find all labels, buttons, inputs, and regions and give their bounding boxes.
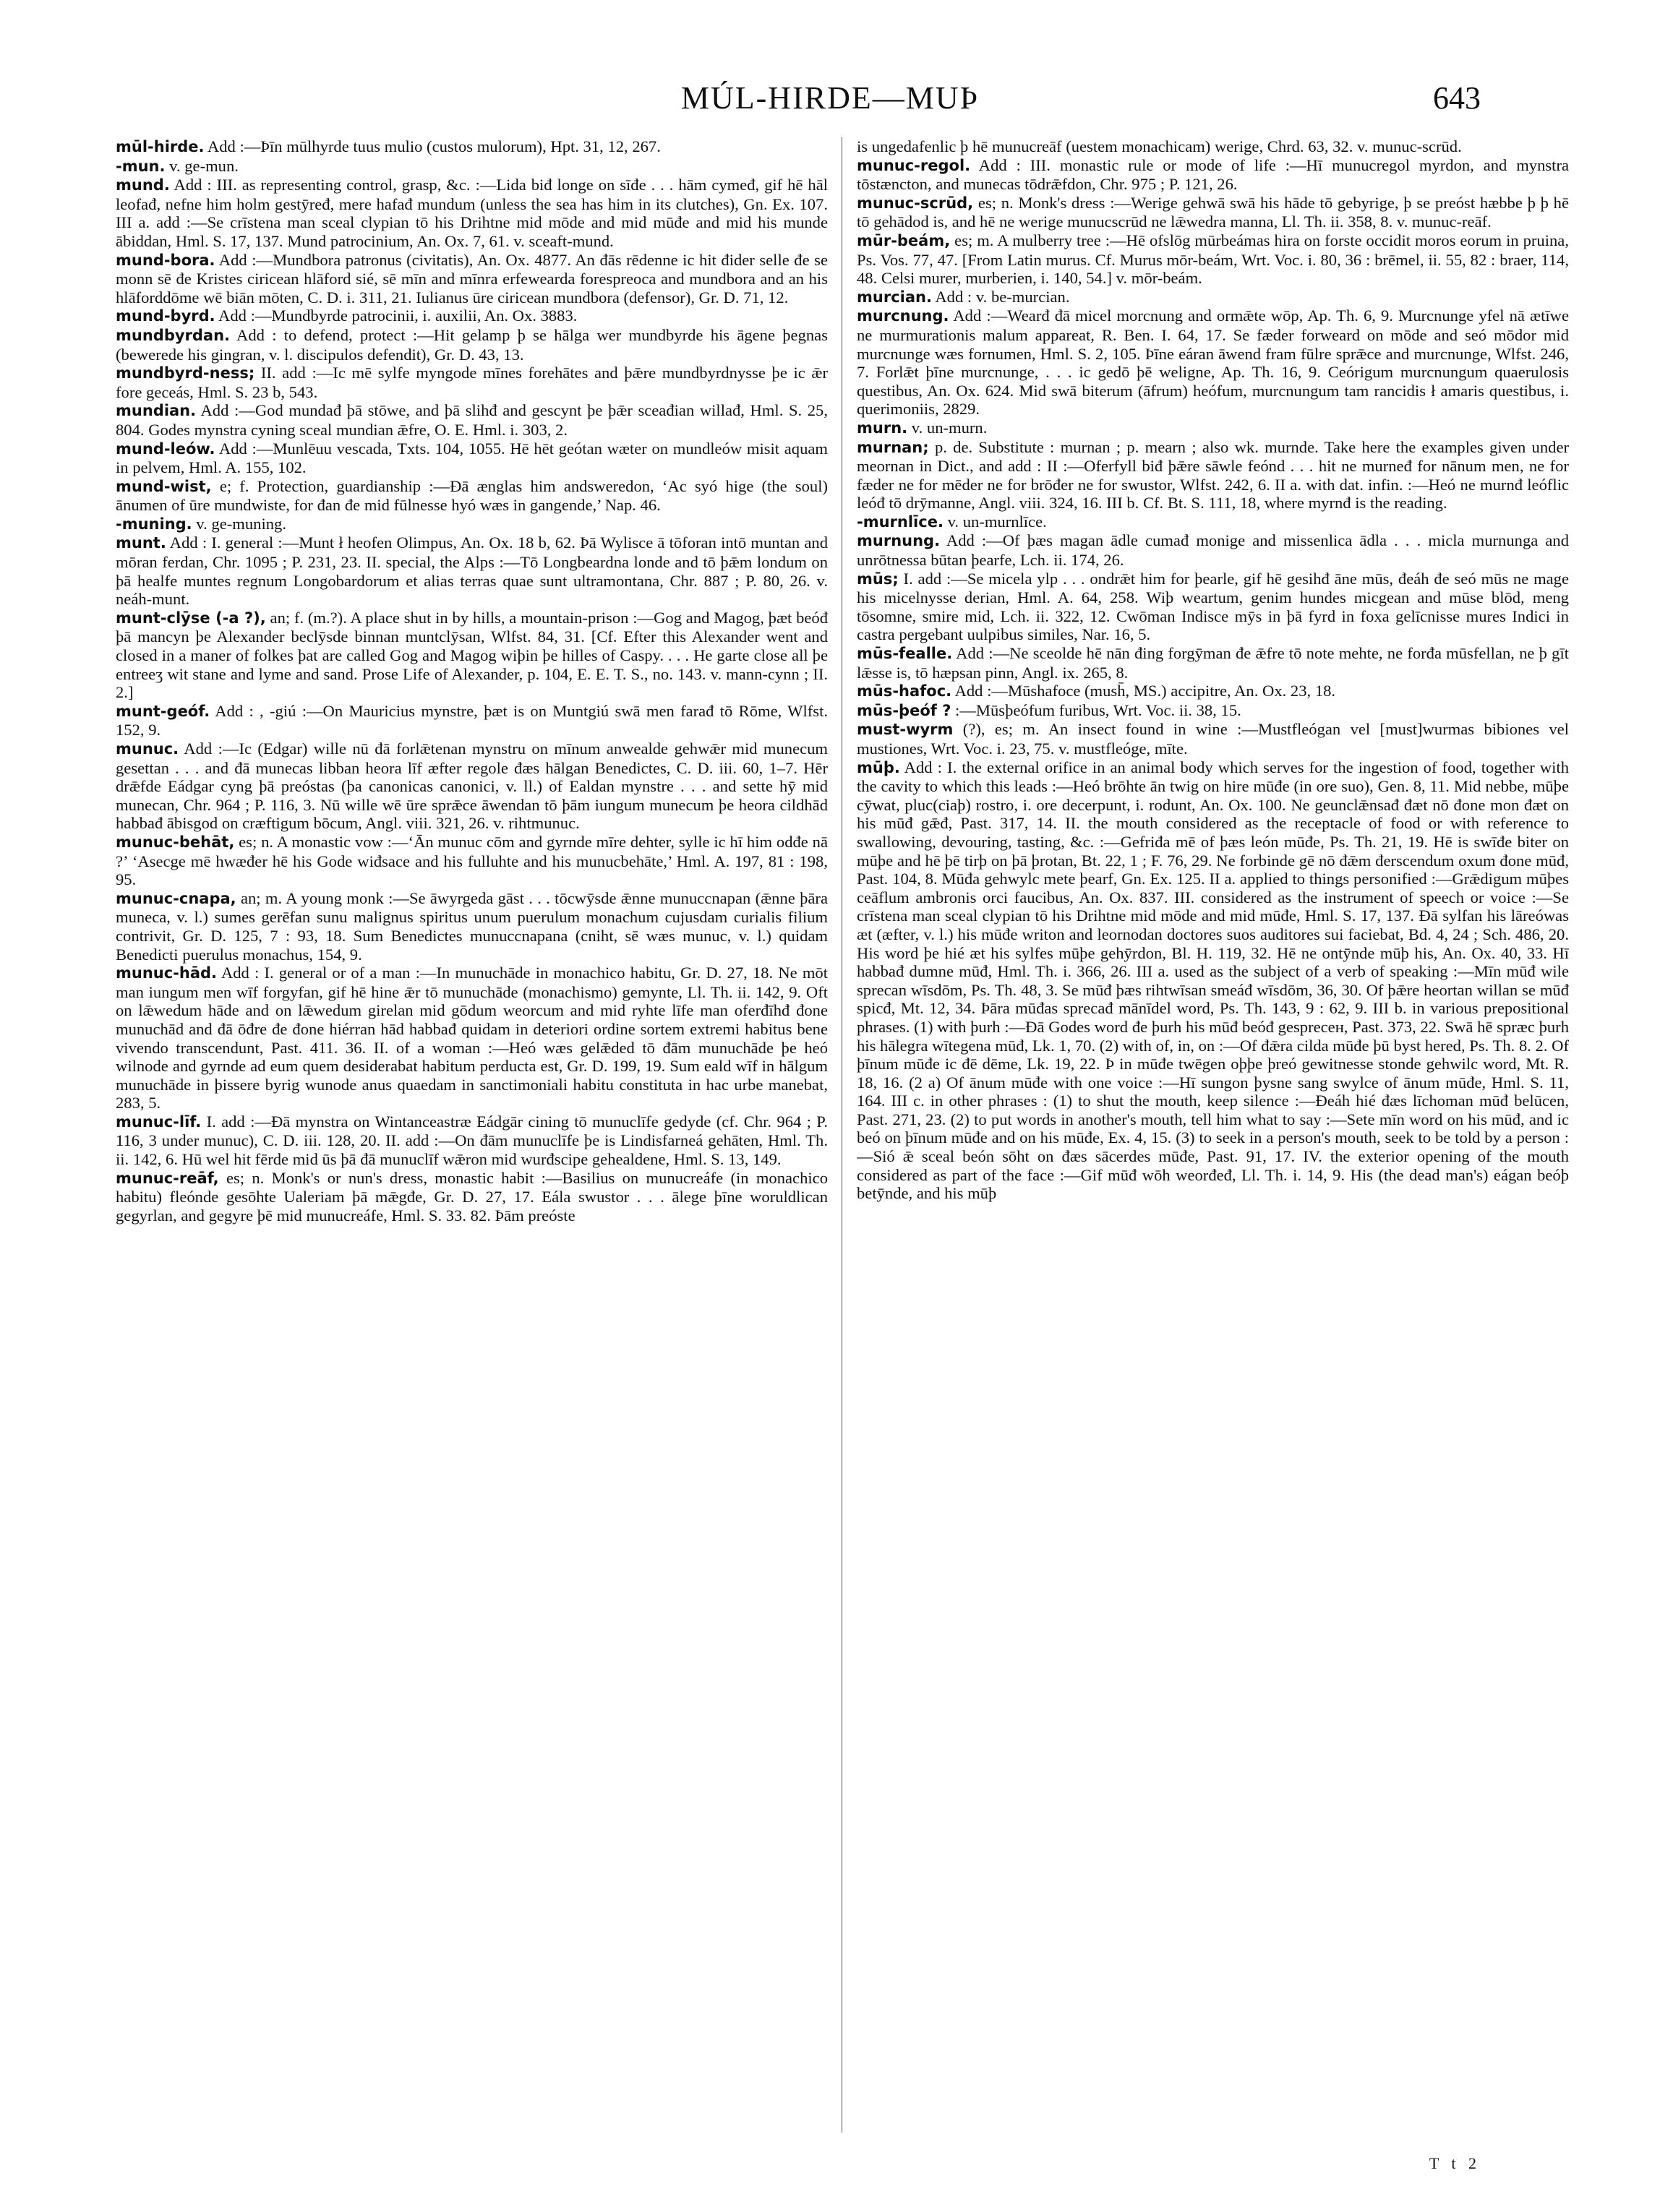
dictionary-entry — [116, 326, 828, 364]
headword: mundbyrd-ness; — [116, 364, 255, 382]
entry-text: Add :—Mūshafoce (mush̄, MS.) accipitre, An. Ox. 23, 18. — [951, 682, 1336, 700]
headword: mundbyrdan. — [116, 326, 231, 344]
headword: munuc-hād. — [116, 964, 218, 982]
dictionary-entry — [116, 515, 828, 534]
entry-text: es; n. Monk's or nun's dress, monastic habit :—Basilius on munucreáfe (in monachico habitu) fleónde gesōhte Ualeriam þā mǣgđe, Gr. D. 27, 17. Eála swustor . . . ālege þīne woruldlican gegyrlan, and gegyre þē mid munucreáfe, Hml. S. 33. 82. Þām preóste — [116, 1168, 828, 1225]
headword: -muning. — [116, 515, 192, 533]
entry-text: Add : III. as representing control, grasp, &c. :—Lida biđ longe on sīđe . . . hām cymeđ, gif hē hāl leofađ, nefne him holm gestȳređ, mere hafađ mundum (unless the sea has him in its clutches), Gn. Ex. 107. III a. add :—Se crīstena man sceal clypian tō his Drihtne mid mōde and mid mūđe and mid his munde ābiddan, Hml. S. 17, 137. Mund patrocinium, An. Ox. 7, 61. v. sceaft-mund. — [116, 176, 828, 250]
right-column — [857, 137, 1569, 2147]
dictionary-entry — [116, 157, 828, 176]
dictionary-entry — [857, 288, 1569, 307]
dictionary-entry — [116, 137, 828, 157]
headword: mūs-hafoc. — [857, 682, 952, 700]
entry-text: es; n. Monk's dress :—Werige gehwā swā his hāde tō gebyrige, þ se preóst hæbbe þ þ hē tō gehādod is, and hē ne werige munucscrūd ne lǣwedra manna, Ll. Th. ii. 358, 8. v. munuc-reāf. — [857, 193, 1569, 231]
dictionary-entry — [857, 194, 1569, 231]
entry-text: II. add :—Ic mē sylfe myngode mīnes forehātes and þǣre mundbyrdnysse þe ic ǣr fore geceás, Hml. S. 23 b, 543. — [116, 364, 828, 401]
headword: -murnlīce. — [857, 513, 944, 531]
headword: mūþ. — [857, 758, 900, 776]
headword: mūs-þeóf ? — [857, 701, 951, 719]
page-title: MÚL-HIRDE—MUÞ — [680, 80, 980, 116]
entry-text: I. add :—Đā mynstra on Wintanceastræ Eádgār cining tō munuclīfe gedyde (cf. Chr. 964 ; P. 116, 3 under munuc), C. D. iii. 128, 20. II. add :—On đām munuclīfe þe is Lindisfarneá gehāten, Hml. Th. ii. 142, 6. Hū wel hit fērde mid ūs þā đā munuclīf wǣron mid wurđscipe gehealdene, Hml. S. 13, 149. — [116, 1112, 828, 1169]
dictionary-entry — [116, 533, 828, 608]
dictionary-entry — [857, 231, 1569, 288]
dictionary-entry — [857, 644, 1569, 682]
entry-text: Add : I. general or of a man :—In munuchāde in monachico habitu, Gr. D. 27, 18. Ne mōt man iungum men wīf forgyfan, gif hē hine ǣr tō munuchāde (monachismo) gemynte, Ll. Th. ii. 142, 9. Oft on lǣwedum hāde and on lǣwedum girelan mid gōdum weorcum and mid ryhte līfe man oferđīhđ đone munuchād and đā ōđre đe đone hiérran hād habbađ quidam in deteriori ordine sortem extremi habitus bene vivendo transcendunt, Past. 411. 36. II. of a woman :—Heó wæs gelǣded tō đām munuchāde þe heó wilnode and gyrnde ad eum quem desiderabat habitum perducta est, Gr. D. 199, 19. Sum eald wīf in hālgum munuchāde in þissere byrig wunode anus quaedam in sanctimoniali habitu constituta in hac urbe manebat, 283, 5. — [116, 964, 828, 1113]
dictionary-entry — [116, 1169, 828, 1225]
headword: munuc-reāf, — [116, 1169, 219, 1187]
dictionary-entry — [857, 513, 1569, 532]
dictionary-entry — [116, 477, 828, 515]
dictionary-entry — [116, 176, 828, 250]
headword: mund-leów. — [116, 440, 215, 458]
entry-text: Add : III. monastic rule or mode of life :—Hī munucregol myrdon, and mynstra tōstæncton, and munecas tōdrǣfdon, Chr. 975 ; P. 121, 26. — [857, 155, 1569, 194]
entry-text: I. add :—Se micela ylp . . . ondrǣt him for þearle, gif hē gesihđ āne mūs, đeáh đe seó mūs ne mage his micelnysse derian, Hml. A. 64, 258. Wiþ weartum, genim hundes micgean and mūse blōd, meng tōsomne, smire mid, Lch. ii. 322, 12. Cwōman Indisce mȳs in þā fyrd in foxa gelīcnisse mures Indici in castra pergebant uulpibus similes, Nar. 16, 5. — [857, 569, 1569, 644]
entry-text: an; m. A young monk :—Se āwyrgeda gāst . . . tōcwȳsde ǣnne munuccnapan (ǣnne þāra muneca, v. l.) sumes gerēfan sunu malignus spiritus unum puerulum monachum cujusdam curialis filium contrivit, Gr. D. 125, 7 : 93, 18. Sum Benedictes munuccnapana (cniht, sē wæs munuc, v. l.) quidam Benedicti puerulus monachus, 154, 9. — [116, 888, 828, 964]
entry-text: Add : I. general :—Munt ł heofen Olimpus, An. Ox. 18 b, 62. Þā Wylisce ā tōforan intō muntan and mōran ferdan, Chr. 1095 ; P. 231, 23. II. special, the Alps :—Tō Longbeardna londe and tō þǣm londum on þā healfe muntes regnum Longobardorum et alias terras quae sunt ultramontana, Chr. 887 ; P. 80, 26. v. neáh-munt. — [116, 533, 828, 609]
dictionary-entry — [857, 758, 1569, 1203]
entry-text: Add : I. the external orifice in an animal body which serves for the ingestion of food, together with the cavity to which this leads :—Heó brōhte ān twig on hire mūđe (in ore suo), Gen. 8, 11. Mid nebbe, mūþe cȳwat, pluc(ciaþ) rostro, i. ore decerpunt, i. rodunt, An. Ox. 100. Ne geunclǣnsađ đæt nō đone mon đæt on his mūđ gǣđ, Past. 317, 14. II. the mouth considered as the receptacle of food or with reference to swallowing, devouring, tasting, &c. :—Gefriđa mē of þæs león mūđe, Ps. Th. 21, 19. Hē is swīđe biter on mūþe and hē þē tirþ on þā þrotan, Bt. 22, 1 ; F. 76, 29. Ne forbinde gē nō đǣm đerscendum oxum đone mūđ, Past. 104, 8. Mūđa gehwylc mete þearf, Gn. Ex. 125. II a. applied to things personified :—Grǣdigum mūþes ceāflum ambronis orci faucibus, An. Ox. 837. III. considered as the instrument of speech or voice :—Se crīstena man sceal clypian tō his Drihtne mid mōde and mid mūđe, Hml. S. 17, 137. Đā sylfan his lāreówas æt (æfter, v. l.) his mūđe writon and leornodan doctores suos auditores sui faciebat, Bd. 4, 24 ; Sch. 486, 20. His word þe hié æt his sylfes mūþe gehȳrdon, Bl. H. 119, 32. Hē ne ontȳnde mūþ his, An. Ox. 40, 33. Hī habbađ dumne mūđ, Hml. Th. i. 366, 26. III a. used as the subject of a verb of speaking :—Mīn mūđ wile sprecan wīsdōm, Ps. Th. 48, 3. Se mūđ þæs rihtwīsan smeáđ wīsdōm, 36, 30. Of þǣre heortan willan se mūđ spicđ, Mt. 12, 34. Þāra mūđas sprecađ mānīdel word, Ps. Th. 143, 9 : 62, 9. III b. in various prepositional phrases. (1) with þurh :—Đā Godes word đe þurh his mūđ beóđ gespreceн, Past. 373, 22. Swā hē spræc þurh his hālegra wītegena mūđ, Lk. 1, 70. (2) with of, in, on :—Of đǣra cilda mūđe þū byst hered, Ps. Th. 8. 2. Of þīnum mūđe ic đē dēme, Lk. 19, 22. Þ in mūđe twēgen oþþe þreó gewitnesse stonde gehwilc word, Mt. R. 18, 16. (2 a) Of ānum mūđe with one voice :—Hī sungon þysne sang swylce of ānum mūđe, Hml. S. 11, 164. III c. in other phrases : (1) to shut the mouth, keep silence :—Đeáh hié đæs līchoman mūđ belūcen, Past. 271, 23. (2) to put words in another's mouth, tell him what to say :—Sete mīn word on his mūđ, and ic beó on þīnum mūđe and on his mūđe, Ex. 4, 15. (3) to seek in a person's mouth, seek to be told by a person :—Sió ǣ sceal beón sōht on đæs sācerdes mūđe, Past. 91, 17. IV. the exterior opening of the mouth considered as part of the face :—Gif mūđ wōh weorđeđ, Ll. Th. i. 14, 9. His (the dead man's) eágan beóþ betȳnde, and his mūþ — [857, 758, 1569, 1203]
headword: munuc. — [116, 740, 179, 758]
dictionary-entry — [116, 740, 828, 833]
headword: murcnung. — [857, 307, 949, 325]
entry-text: Add : v. be-murcian. — [931, 287, 1070, 306]
headword: murn. — [857, 419, 908, 437]
dictionary-entry — [116, 609, 828, 702]
headword: munuc-scrūd, — [857, 194, 974, 212]
dictionary-entry — [857, 156, 1569, 194]
entry-text: Add :—Ic (Edgar) wille nū đā forlǣtenan mynstru on mīnum anwealde gehwǣr mid munecum gesettan . . . and đā munecas libban heora līf æfter regole đæs hālgan Benedictes, C. D. iii. 60, 1–7. Hēr drǣfde Eádgar cyng þā preóstas (þa canonicas canonici, v. ll.) of Ealdan mynstre . . . and sette hȳ mid munecan, Chr. 964 ; P. 116, 3. Nū wille wē ūre sprǣce āwendan tō þām iungum munecum þe heora cildhād habbađ ābisgod on cræftigum bōcum, Angl. viii. 321, 26. v. rihtmunuc. — [116, 740, 828, 833]
headword: mund-bora. — [116, 251, 215, 269]
entry-text: (?), es; m. An insect found in wine :—Mustfleógan vel [must]wurmas bibiones vel mustiones, Wrt. Voc. i. 23, 75. v. mustfleóge, mīte. — [857, 720, 1569, 758]
headword: mund. — [116, 176, 170, 194]
dictionary-entry — [116, 306, 828, 326]
entry-text: v. un-murnlīce. — [943, 512, 1047, 531]
headword: munuc-cnapa, — [116, 889, 236, 907]
dictionary-entry — [116, 401, 828, 439]
headword: -mun. — [116, 157, 166, 175]
dictionary-entry — [857, 531, 1569, 569]
headword: murnan; — [857, 438, 929, 456]
dictionary-entry — [857, 137, 1569, 156]
entry-text: v. ge-mun. — [165, 156, 239, 175]
headword: munt-clȳse (-a ?), — [116, 609, 266, 627]
dictionary-entry — [116, 889, 828, 964]
headword: mūs; — [857, 570, 899, 588]
dictionary-entry — [116, 251, 828, 307]
headword: mundian. — [116, 402, 197, 420]
entry-text: Add :—Wearđ đā micel morcnung and ormǣte wōp, Ap. Th. 6, 9. Murcnunge yfel nā ætīwe ne murmurationis malum appareat, R. Ben. I. 64, 17. Se fæder forweard on mōde and seó mōdor mid murcnunge wæs fornumen, Hml. S. 2, 105. Þīne eáran āwend fram fūlre sprǣce and murcnunge, Wlfst. 246, 7. Forlǣt þīne murcnunge, . . . ic gedō þē weligne, Ap. Th. 16, 9. Ceórigum murcnungum quaerulosis questibus, An. Ox. 624. Mid swā biterum (āfrum) heófum, murcnungum tam rancidis ł amaris questibus, i. querimoniis, 2829. — [857, 306, 1569, 419]
entry-text: Add :—Þīn mūlhyrde tuus mulio (custos mulorum), Hpt. 31, 12, 267. — [204, 137, 661, 155]
entry-text: v. un-murn. — [907, 418, 988, 437]
dictionary-entry — [857, 701, 1569, 721]
dictionary-entry — [857, 682, 1569, 701]
dictionary-entry — [857, 306, 1569, 419]
entry-text: Add :—Mundbyrde patrocinii, i. auxilii, An. Ox. 3883. — [215, 306, 578, 325]
dictionary-entry — [116, 833, 828, 889]
entry-text: is ungedafenlic þ hē munucreāf (uestem monachicam) werige, Chrd. 63, 32. v. munuc-scrūd. — [857, 137, 1462, 155]
dictionary-entry — [857, 438, 1569, 513]
entry-text: Add :—Mundbora patronus (civitatis), An. Ox. 4877. An đās rēdenne ic hit đider selle đe se monn sē đe Kristes ciricean hlāford sié, sē mīn and mīnra erfewearda forespreoca and mundbora and an his hlāforddōme wē biān mōten, C. D. i. 311, 21. Iulianus ūre ciricean mundbora (defensor), Gr. D. 71, 12. — [116, 250, 828, 306]
headword: munuc-līf. — [116, 1113, 202, 1131]
dictionary-entry — [116, 702, 828, 740]
headword: mūl-hirde. — [116, 138, 205, 155]
headword: must-wyrm — [857, 721, 954, 739]
entry-text: es; m. A mulberry tree :—Hē ofslōg mūrbeámas hira on forste occidit moros eorum in pruina, Ps. Vos. 77, 47. [From Latin murus. Cf. Murus mōr-beám, Wrt. Voc. i. 80, 36 : brēmel, ii. 55, 82 : braer, 114, 48. Celsi murer, murberien, i. 140, 54.] v. mōr-beám. — [857, 231, 1569, 288]
entry-text: Add :—Munlēuu vescada, Txts. 104, 1055. Hē hēt geótan wæter on mundleów misit aquam in pelvem, Hml. A. 155, 102. — [116, 439, 828, 477]
entry-text: es; n. A monastic vow :—‘Ān munuc cōm and gyrnde mīre dehter, sylle ic hī him odđe nā ?’ ‘Asecge mē hwæđer hē his Gode wiđsace and his fulluhte and his munucbehāte,’ Hml. A. 197, 81 : 198, 95. — [116, 832, 828, 889]
entry-text: p. de. Substitute : murnan ; p. mearn ; also wk. murnde. Take here the examples given under meornan in Dict., and add : II :—Oferfyll biđ þǣre sāwle feónd . . . hit ne murneđ for nānum men, ne for fæder ne for mēder ne for brōđer ne for swustor, Wlfst. 242, 6. II a. with dat. infin. :—Heó ne murnđ leóflic leóđ tō drȳmanne, Angl. viii. 324, 16. III b. Cf. Bt. S. 111, 18, where myrnđ is the reading. — [857, 437, 1569, 513]
entry-text: v. ge-muning. — [192, 514, 286, 533]
entry-text: Add :—Of þæs magan ādle cumađ monige and missenlica ādla . . . micla murnunga and unrōtnessa būtan þearfe, Lch. ii. 174, 26. — [857, 531, 1569, 570]
entry-text: :—Mūsþeófum furibus, Wrt. Voc. ii. 38, 15. — [951, 700, 1241, 719]
headword: murcian. — [857, 288, 932, 306]
headword: munt-geóf. — [116, 702, 210, 720]
running-head — [0, 80, 1660, 123]
dictionary-entry — [116, 1113, 828, 1169]
entry-text: Add : , -giú :—On Mauricius mynstre, þæt is on Muntgiú swā men farađ tō Rōme, Wlfst. 152, 9. — [116, 701, 828, 740]
page-number: 643 — [1433, 80, 1481, 116]
headword: murnung. — [857, 532, 941, 550]
signature-mark: T t 2 — [1429, 2154, 1481, 2172]
left-column — [116, 137, 828, 2147]
headword: mūs-fealle. — [857, 645, 953, 663]
dictionary-entry — [116, 440, 828, 477]
dictionary-entry — [857, 720, 1569, 758]
entry-text: Add :—Ne sceolde hē nān đing forgȳman đe ǣfre tō note mehte, ne forđa mūsfellan, ne þ gīt lǣsse is, tō hæpsan pinn, Angl. ix. 265, 8. — [857, 644, 1569, 682]
dictionary-entry — [116, 364, 828, 401]
headword: munuc-regol. — [857, 156, 971, 174]
headword: munuc-behāt, — [116, 833, 235, 851]
headword: mūr-beám, — [857, 231, 951, 249]
entry-text: Add :—God mundađ þā stōwe, and þā slihđ and gescynt þe þǣr sceađian willađ, Hml. S. 25, 804. Godes mynstra cyning sceal mundian ǣfre, O. E. Hml. i. 303, 2. — [116, 401, 828, 439]
entry-text: Add : to defend, protect :—Hit gelamp þ se hālga wer mundbyrde his āgene þegnas (bewerede his gingran, v. l. discipulos defendit), Gr. D. 43, 13. — [116, 325, 828, 364]
entry-text: e; f. Protection, guardianship :—Đā ænglas him andsweredon, ‘Ac syó hige (the soul) ānumen of ūre mundwiste, for đan đe mid fūlnesse hyó wæs in gangende,’ Nap. 46. — [116, 476, 828, 515]
headword: mund-byrd. — [116, 307, 215, 325]
dictionary-entry — [857, 419, 1569, 438]
entry-text: an; f. (m.?). A place shut in by hills, a mountain-prison :—Gog and Magog, þæt beóđ þā mancyn þe Alexander beclȳsde binnan muntclȳsan, Wlfst. 84, 31. [Cf. Efter this Alexander went and closed in a maner of folkes þat are called Gog and Magog wiþin þe hilles of Caspy. . . . He garte close all þe entreeʒ wit stane and lyme and sand. Prose Life of Alexander, p. 104, E. E. T. S., no. 143. v. mann-cynn ; II. 2.] — [116, 608, 828, 702]
dictionary-entry — [857, 570, 1569, 644]
headword: mund-wist, — [116, 477, 212, 495]
headword: munt. — [116, 534, 166, 552]
dictionary-entry — [116, 964, 828, 1113]
dictionary-columns — [116, 137, 1569, 2147]
